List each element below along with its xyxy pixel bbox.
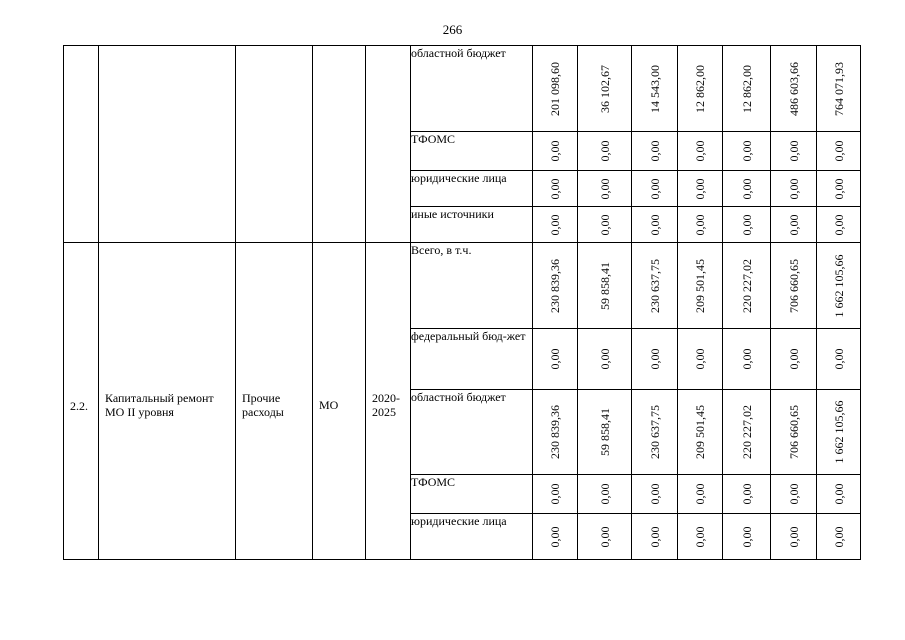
value-text: 0,00 bbox=[548, 483, 562, 505]
executor-cell bbox=[313, 243, 366, 560]
value-text: 201 098,60 bbox=[548, 61, 562, 116]
value-cell bbox=[817, 46, 861, 132]
value-cell bbox=[578, 390, 632, 475]
value-text: 12 862,00 bbox=[693, 64, 707, 113]
value-cell bbox=[817, 171, 861, 207]
value-cell bbox=[817, 243, 861, 329]
value-text: 0,00 bbox=[739, 140, 754, 162]
value-text: 0,00 bbox=[831, 526, 846, 547]
expense-type: Прочие расходы bbox=[242, 390, 284, 419]
value-text: 59 858,41 bbox=[597, 261, 612, 310]
value-cell bbox=[723, 132, 771, 171]
value-text: 706 660,65 bbox=[786, 405, 801, 459]
executor: МО bbox=[319, 397, 339, 412]
value-cell bbox=[771, 475, 817, 514]
funding-source: юридические лица bbox=[411, 171, 533, 207]
value-text: 0,00 bbox=[597, 214, 612, 235]
value-text: 0,00 bbox=[548, 526, 562, 547]
item-name-cell bbox=[99, 243, 236, 560]
funding-source: ТФОМС bbox=[411, 475, 533, 514]
value-text: 0,00 bbox=[597, 483, 612, 505]
value-cell bbox=[578, 171, 632, 207]
empty-continuation-cell bbox=[313, 46, 366, 243]
value-text: 0,00 bbox=[831, 483, 846, 505]
value-text: 0,00 bbox=[786, 140, 801, 162]
value-text: 36 102,67 bbox=[597, 64, 612, 113]
empty-continuation-cell bbox=[366, 46, 411, 243]
value-cell bbox=[632, 207, 678, 243]
item-code-cell bbox=[64, 243, 99, 560]
value-cell bbox=[723, 171, 771, 207]
value-text: 59 858,41 bbox=[597, 408, 612, 456]
value-cell bbox=[533, 475, 578, 514]
value-text: 0,00 bbox=[786, 178, 801, 199]
value-text: 1 662 105,66 bbox=[831, 400, 846, 464]
table-row bbox=[64, 243, 861, 329]
value-text: 220 227,02 bbox=[739, 405, 754, 459]
value-text: 230 839,36 bbox=[548, 258, 562, 313]
funding-source: юридические лица bbox=[411, 514, 533, 560]
value-cell bbox=[771, 390, 817, 475]
value-cell bbox=[533, 132, 578, 171]
period: 2020-2025 bbox=[372, 390, 400, 419]
value-cell bbox=[578, 132, 632, 171]
expense-type-cell bbox=[236, 243, 313, 560]
value-cell bbox=[533, 329, 578, 390]
value-text: 0,00 bbox=[693, 178, 707, 199]
value-text: 0,00 bbox=[647, 214, 662, 235]
value-cell bbox=[723, 514, 771, 560]
value-text: 230 637,75 bbox=[647, 405, 662, 459]
funding-source: иные источники bbox=[411, 207, 533, 243]
value-text: 0,00 bbox=[739, 483, 754, 505]
value-cell bbox=[632, 390, 678, 475]
value-text: 0,00 bbox=[647, 526, 662, 547]
value-cell bbox=[817, 514, 861, 560]
value-cell bbox=[771, 207, 817, 243]
value-text: 0,00 bbox=[647, 178, 662, 199]
value-text: 0,00 bbox=[597, 140, 612, 162]
funding-source: областной бюджет bbox=[411, 390, 533, 475]
value-text: 0,00 bbox=[693, 483, 707, 505]
value-cell bbox=[632, 329, 678, 390]
value-cell bbox=[817, 475, 861, 514]
value-text: 0,00 bbox=[786, 483, 801, 505]
value-text: 0,00 bbox=[693, 526, 707, 547]
value-text: 0,00 bbox=[831, 178, 846, 199]
funding-source: федеральный бюд-жет bbox=[411, 329, 533, 390]
program-table bbox=[63, 45, 861, 560]
table-row bbox=[64, 46, 861, 132]
value-cell bbox=[678, 243, 723, 329]
funding-source: Всего, в т.ч. bbox=[411, 243, 533, 329]
value-text: 0,00 bbox=[548, 214, 562, 235]
value-cell bbox=[817, 207, 861, 243]
value-cell bbox=[723, 329, 771, 390]
item-code: 2.2. bbox=[70, 398, 88, 413]
value-text: 0,00 bbox=[831, 214, 846, 235]
value-text: 14 543,00 bbox=[647, 64, 662, 113]
page-number: 266 bbox=[442, 22, 463, 37]
empty-continuation-cell bbox=[236, 46, 313, 243]
value-text: 220 227,02 bbox=[739, 258, 754, 313]
value-cell bbox=[578, 514, 632, 560]
value-text: 0,00 bbox=[647, 348, 662, 370]
value-text: 0,00 bbox=[739, 526, 754, 547]
value-text: 1 662 105,66 bbox=[831, 254, 846, 317]
value-cell bbox=[678, 514, 723, 560]
value-cell bbox=[723, 207, 771, 243]
value-cell bbox=[632, 132, 678, 171]
value-cell bbox=[632, 243, 678, 329]
value-cell bbox=[771, 132, 817, 171]
value-text: 0,00 bbox=[739, 178, 754, 199]
value-cell bbox=[723, 390, 771, 475]
empty-continuation-cell bbox=[64, 46, 99, 243]
value-cell bbox=[678, 46, 723, 132]
value-text: 764 071,93 bbox=[831, 61, 846, 116]
value-text: 0,00 bbox=[548, 140, 562, 162]
value-text: 209 501,45 bbox=[693, 258, 707, 313]
value-cell bbox=[533, 243, 578, 329]
value-text: 0,00 bbox=[831, 140, 846, 162]
value-cell bbox=[678, 475, 723, 514]
value-cell bbox=[723, 475, 771, 514]
value-text: 0,00 bbox=[647, 140, 662, 162]
value-text: 0,00 bbox=[647, 483, 662, 505]
value-cell bbox=[533, 171, 578, 207]
value-cell bbox=[771, 46, 817, 132]
value-text: 209 501,45 bbox=[693, 405, 707, 459]
value-text: 0,00 bbox=[739, 214, 754, 235]
value-text: 0,00 bbox=[597, 526, 612, 547]
value-text: 0,00 bbox=[831, 348, 846, 370]
value-cell bbox=[578, 207, 632, 243]
value-cell bbox=[771, 329, 817, 390]
value-text: 12 862,00 bbox=[739, 64, 754, 113]
value-text: 0,00 bbox=[693, 348, 707, 370]
value-text: 0,00 bbox=[693, 214, 707, 235]
value-cell bbox=[678, 171, 723, 207]
item-name: Капитальный ремонт МО II уровня bbox=[105, 390, 214, 419]
value-text: 0,00 bbox=[786, 526, 801, 547]
value-cell bbox=[632, 171, 678, 207]
value-cell bbox=[578, 46, 632, 132]
value-cell bbox=[533, 207, 578, 243]
period-cell bbox=[366, 243, 411, 560]
value-cell bbox=[632, 514, 678, 560]
value-cell bbox=[533, 514, 578, 560]
value-cell bbox=[678, 390, 723, 475]
funding-source: ТФОМС bbox=[411, 132, 533, 171]
value-cell bbox=[771, 171, 817, 207]
value-cell bbox=[678, 329, 723, 390]
empty-continuation-cell bbox=[99, 46, 236, 243]
value-text: 0,00 bbox=[597, 348, 612, 370]
value-cell bbox=[578, 243, 632, 329]
value-text: 0,00 bbox=[693, 140, 707, 162]
value-text: 230 839,36 bbox=[548, 405, 562, 459]
value-cell bbox=[533, 46, 578, 132]
value-cell bbox=[817, 132, 861, 171]
value-cell bbox=[723, 243, 771, 329]
value-cell bbox=[632, 475, 678, 514]
value-text: 230 637,75 bbox=[647, 258, 662, 313]
value-cell bbox=[533, 390, 578, 475]
value-cell bbox=[723, 46, 771, 132]
value-text: 486 603,66 bbox=[786, 61, 801, 116]
value-text: 0,00 bbox=[597, 178, 612, 199]
value-cell bbox=[771, 243, 817, 329]
funding-source: областной бюджет bbox=[411, 46, 533, 132]
value-text: 0,00 bbox=[786, 214, 801, 235]
value-text: 0,00 bbox=[739, 348, 754, 370]
value-cell bbox=[817, 329, 861, 390]
value-cell bbox=[632, 46, 678, 132]
value-cell bbox=[578, 329, 632, 390]
value-cell bbox=[817, 390, 861, 475]
value-cell bbox=[578, 475, 632, 514]
value-text: 0,00 bbox=[548, 178, 562, 199]
value-text: 706 660,65 bbox=[786, 258, 801, 313]
value-text: 0,00 bbox=[548, 348, 562, 370]
value-cell bbox=[678, 132, 723, 171]
value-cell bbox=[771, 514, 817, 560]
value-text: 0,00 bbox=[786, 348, 801, 370]
value-cell bbox=[678, 207, 723, 243]
